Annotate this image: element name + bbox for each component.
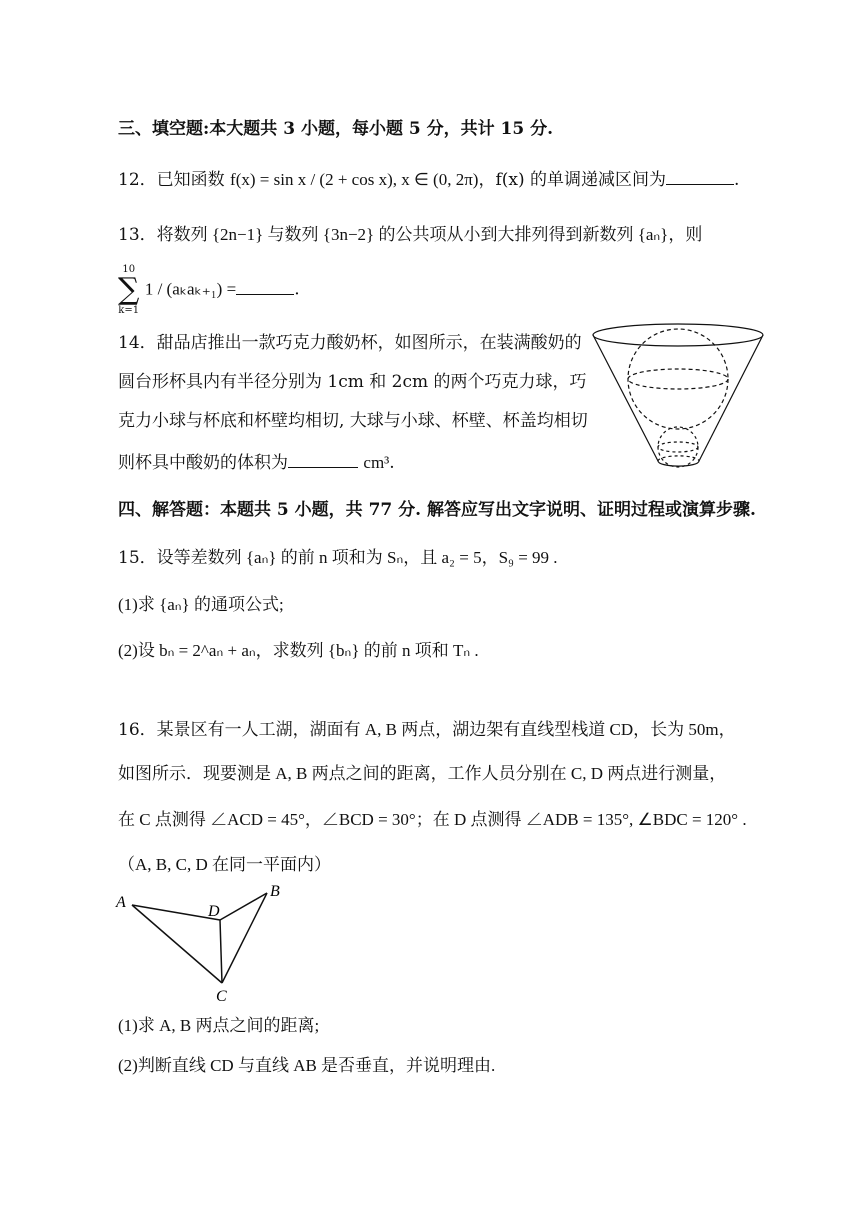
cup-left-wall (593, 335, 658, 461)
q12-function: f(x) = sin x / (2 + cos x), x ∈ (0, 2π) (230, 170, 479, 189)
q14-line4 (118, 450, 395, 476)
q14-text4: 则杯具中酸奶的体积为 (118, 453, 288, 473)
q14-end: . (389, 453, 395, 473)
q13-sum-line (118, 264, 300, 316)
sum-upper: 10 (122, 264, 136, 275)
question-12 (118, 160, 739, 200)
cup-bottom (658, 461, 699, 466)
q16-part1: (1)求 A, B 两点之间的距离; (118, 1016, 320, 1035)
q14-text1: 甜品店推出一款巧克力酸奶杯，如图所示，在装满酸奶的 (156, 333, 582, 353)
sum-lower: k=1 (118, 305, 140, 316)
q16-number: 16． (118, 720, 157, 740)
label-B: B (270, 883, 280, 900)
label-D: D (208, 903, 220, 920)
q16-text1: 某景区有一人工湖，湖面有 A, B 两点，湖边架有直线型栈道 CD，长为 50m， (156, 720, 736, 739)
lake-geometry-figure (110, 880, 300, 1005)
cup-lid-ellipse (593, 324, 763, 346)
q16-line2: 如图所示．现要测是 A, B 两点之间的距离，工作人员分别在 C, D 两点进行测量， (118, 764, 727, 783)
small-ball (658, 427, 698, 467)
q13-end: . (294, 279, 300, 300)
sum-symbol: 10 ∑ k=1 (118, 264, 140, 316)
q14-unit: cm³ (363, 453, 390, 472)
q12-end: . (734, 170, 740, 190)
q13-answer-blank[interactable] (236, 278, 294, 295)
small-ball-equator (658, 442, 698, 452)
question-15 (118, 545, 558, 571)
q14-line1 (118, 330, 582, 356)
large-ball-equator (628, 369, 728, 389)
q15-text: 设等差数列 {aₙ} 的前 n 项和为 Sₙ，且 a₂ = 5，S₉ = 99 . (156, 548, 558, 567)
large-ball (628, 329, 728, 429)
q12-answer-blank[interactable] (666, 168, 734, 185)
q13-text: 将数列 {2n−1} 与数列 {3n−2} 的公共项从小到大排列得到新数列 {aₙ}，则 (156, 225, 703, 244)
q16-part2: (2)判断直线 CD 与直线 AB 是否垂直，并说明理由. (118, 1056, 496, 1075)
q12-suffix: ，f(x) 的单调递减区间为 (478, 170, 667, 190)
segment-DC (220, 920, 222, 983)
label-A: A (116, 894, 126, 911)
question-16 (118, 717, 736, 743)
q16-line4: （A, B, C, D 在同一平面内） (118, 855, 331, 874)
q14-number: 14． (118, 333, 157, 353)
question-13 (118, 222, 702, 248)
q15-part1: (1)求 {aₙ} 的通项公式; (118, 595, 284, 614)
segment-AD (132, 905, 220, 920)
q13-number: 13． (118, 225, 157, 245)
q12-number: 12． (118, 170, 157, 190)
q16-line3: 在 C 点测得 ∠ACD = 45°，∠BCD = 30°；在 D 点测得 ∠ADB = 135°, ∠BDC = 120° . (118, 810, 747, 829)
q14-answer-blank[interactable] (288, 451, 358, 468)
q14-line2: 圆台形杯具内有半径分别为 1cm 和 2cm 的两个巧克力球，巧 (118, 372, 587, 392)
cup-right-wall (699, 335, 763, 461)
yogurt-cup-figure (590, 315, 770, 480)
q15-number: 15． (118, 548, 157, 568)
q15-part2: (2)设 bₙ = 2^aₙ + aₙ，求数列 {bₙ} 的前 n 项和 Tₙ . (118, 641, 479, 660)
section4-title: 四、解答题：本题共 5 小题，共 77 分. 解答应写出文字说明、证明过程或演算步骤. (118, 500, 756, 520)
q12-prefix: 已知函数 (156, 170, 225, 190)
label-C: C (216, 988, 227, 1005)
sum-expression: 1 / (aₖaₖ₊₁) = (144, 279, 237, 299)
q14-line3: 克力小球与杯底和杯壁均相切, 大球与小球、杯壁、杯盖均相切 (118, 411, 588, 431)
section3-title: 三、填空题:本大题共 3 小题，每小题 5 分，共计 15 分. (118, 119, 554, 139)
